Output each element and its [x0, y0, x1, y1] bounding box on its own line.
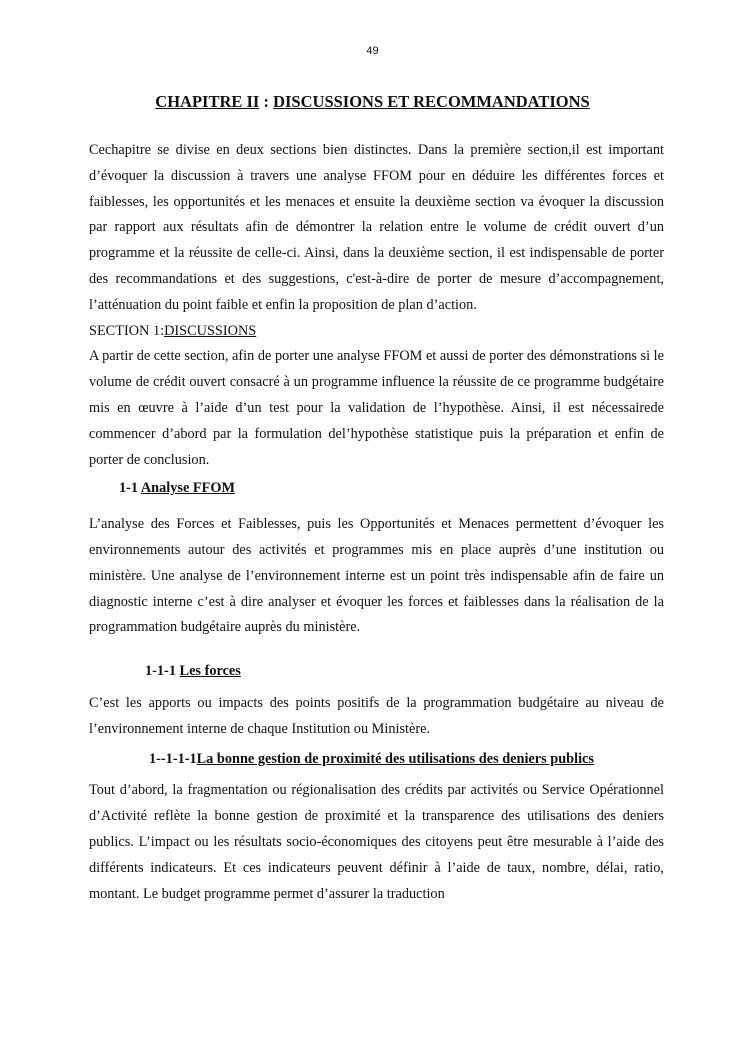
chapter-prefix: CHAPITRE II	[155, 92, 260, 111]
intro-paragraph: Cechapitre se divise en deux sections bien distinctes. Dans la première section,il est important d’évoquer la discussion à travers une analyse FFOM pour en déduire les différentes forces et faiblesses, les opportunités et les menaces et ensuite la deuxième section va évoquer la discussion par rapport aux résultats afin de démontrer la relation entre le volume de crédit ouvert d’un programme et la réussite de celle-ci. Ainsi, dans la deuxième section, il est indispensable de porter des recommandations et des suggestions, c'est-à-dire de porter de mesure d’accompagnement, l’atténuation du point faible et enfin la proposition de plan d’action.	[89, 142, 664, 313]
chapter-separator: :	[259, 92, 274, 111]
section-1-prefix: SECTION 1:	[89, 322, 165, 339]
subsection-1-1-1-1-number: 1--1-1-1	[149, 750, 197, 767]
subsection-1-1-1-1-title: La bonne gestion de proximité des utilisations des deniers publics	[196, 750, 594, 767]
section-1-title: DISCUSSIONS	[164, 322, 257, 339]
subsection-1-1-heading	[89, 476, 664, 502]
chapter-name: DISCUSSIONS ET RECOMMANDATIONS	[273, 92, 590, 111]
subsection-1-1-1-paragraph: C’est les apports ou impacts des points positifs de la programmation budgétaire au niveau de l’environnement interne de chaque Institution ou Ministère.	[89, 694, 664, 737]
page-number: 49	[366, 45, 379, 57]
subsection-1-1-1-title: Les forces	[179, 663, 241, 680]
subsection-1-1-1-1-paragraph: Tout d’abord, la fragmentation ou régionalisation des crédits par activités ou Service Opérationnel d’Activité reflète la bonne gestion de proximité et la transparence des utilisations des deniers publics. L’impact ou les résultats socio-économiques des citoyens peut être mesurable à l’aide des différents indicateurs. Et ces indicateurs peuvent définir à l’aide de taux, nombre, délai, ratio, montant. Le budget programme permet d’assurer la traduction	[89, 782, 664, 902]
subsection-1-1-number: 1-1	[119, 480, 139, 497]
section-1-paragraph: A partir de cette section, afin de porter une analyse FFOM et aussi de porter des démonstrations si le volume de crédit ouvert consacré à un programme influence la réussite de ce programme budgétaire mis en œuvre à l’aide d’un test pour la validation de l’hypothèse. Ainsi, il est nécessairede commencer d’abord par la formulation del’hypothèse statistique puis la préparation et enfin de porter de conclusion.	[89, 348, 664, 468]
page-body	[89, 138, 664, 907]
subsection-1-1-1-1-heading	[89, 747, 664, 773]
subsection-1-1-paragraph: L’analyse des Forces et Faiblesses, puis les Opportunités et Menaces permettent d’évoquer les environnements autour des activités et programmes mis en place auprès d’une institution ou ministère. Une analyse de l’environnement interne est un point très indispensable afin de faire un diagnostic interne c’est à dire analyser et évoquer les forces et faiblesses dans la réalisation de la programmation budgétaire auprès du ministère.	[89, 516, 664, 636]
section-1-heading	[89, 319, 664, 345]
chapter-title	[0, 92, 745, 112]
subsection-1-1-1-number: 1-1-1	[145, 663, 176, 680]
subsection-1-1-1-heading	[89, 659, 664, 685]
subsection-1-1-title: Analyse FFOM	[140, 480, 235, 497]
